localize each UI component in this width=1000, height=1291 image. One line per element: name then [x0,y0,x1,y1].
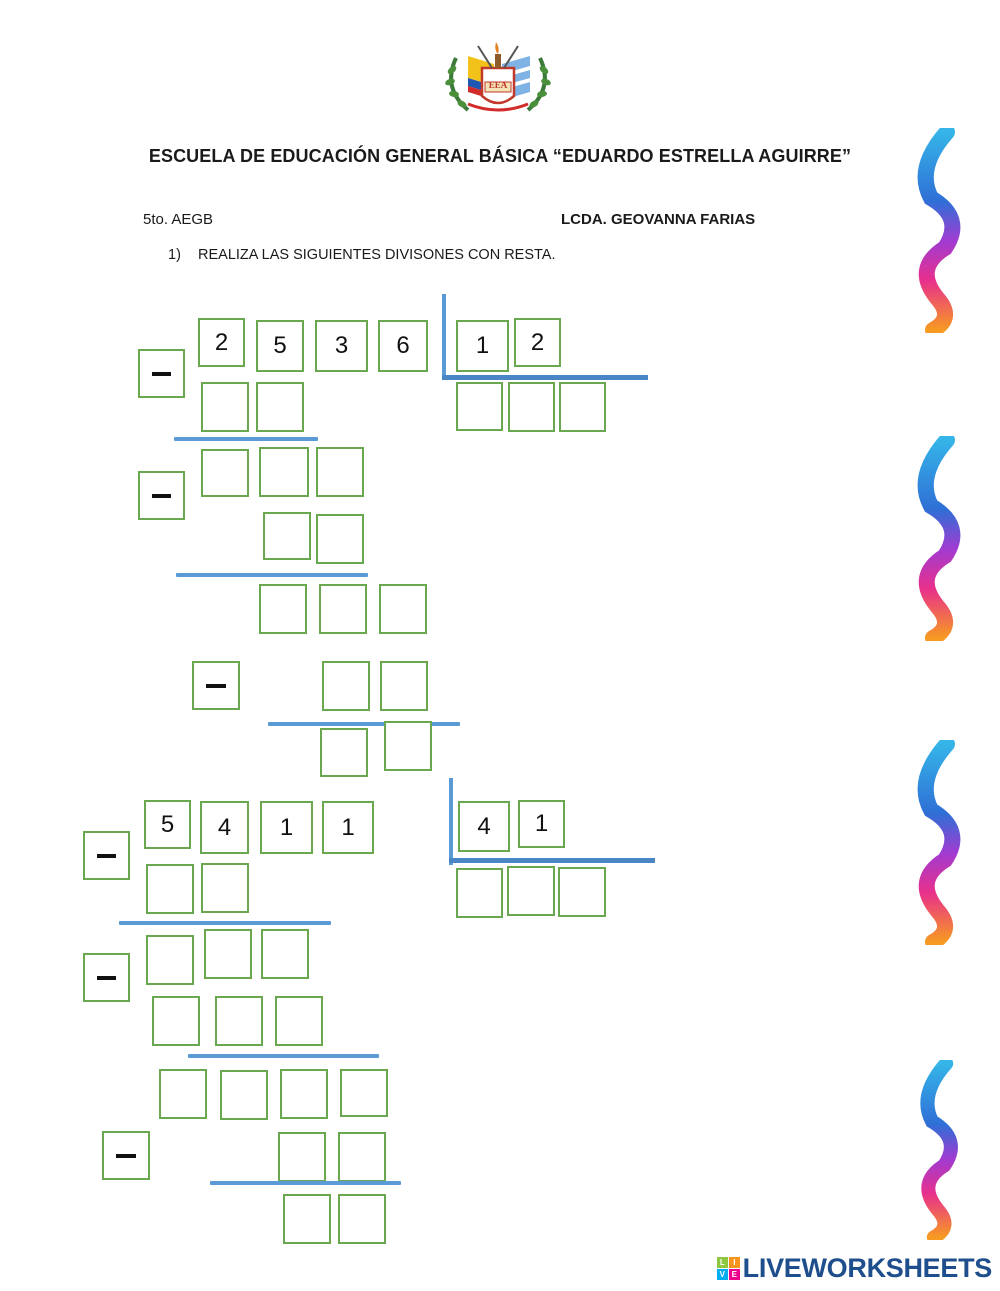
dividend-digit: 2 [198,318,245,367]
subtraction-line [174,437,318,441]
quotient-input[interactable] [559,382,606,432]
answer-input[interactable] [322,661,370,711]
division-bracket-horizontal [442,375,648,380]
minus-sign [83,831,130,880]
minus-sign [83,953,130,1002]
quotient-input[interactable] [456,868,503,918]
remainder-input[interactable] [384,721,432,771]
quotient-input[interactable] [508,382,555,432]
answer-input[interactable] [215,996,263,1046]
subtraction-line [176,573,368,577]
division-bracket-vertical [449,778,453,865]
answer-input[interactable] [261,929,309,979]
page-title: ESCUELA DE EDUCACIÓN GENERAL BÁSICA “EDUARDO ESTRELLA AGUIRRE” [148,146,852,166]
quotient-input[interactable] [507,866,555,916]
ribbon-decoration-2 [905,436,975,641]
quotient-input[interactable] [456,382,503,431]
minus-sign [102,1131,150,1180]
divisor-digit: 1 [518,800,565,848]
answer-input[interactable] [379,584,427,634]
answer-input[interactable] [380,661,428,711]
dividend-digit: 6 [378,320,428,372]
minus-sign [138,471,185,520]
answer-input[interactable] [152,996,200,1046]
remainder-input[interactable] [283,1194,331,1244]
quotient-input[interactable] [558,867,606,917]
logo-text: EEA [488,80,508,90]
division-bracket-horizontal [449,858,655,863]
answer-input[interactable] [146,935,194,985]
liveworksheets-logo [717,1253,992,1284]
answer-input[interactable] [159,1069,207,1119]
answer-input[interactable] [259,584,307,634]
divisor-digit: 1 [456,320,509,372]
answer-input[interactable] [280,1069,328,1119]
answer-input[interactable] [338,1132,386,1182]
footer-brand-text: LIVEWORKSHEETS [742,1253,992,1283]
answer-input[interactable] [340,1069,388,1117]
answer-input[interactable] [201,449,249,497]
dividend-digit: 5 [144,800,191,849]
ribbon-decoration-3 [905,740,975,945]
instruction-number: 1) [168,247,181,263]
minus-sign [138,349,185,398]
answer-input[interactable] [275,996,323,1046]
answer-input[interactable] [259,447,309,497]
instruction [168,247,556,263]
answer-input[interactable] [201,382,249,432]
answer-input[interactable] [201,863,249,913]
remainder-input[interactable] [338,1194,386,1244]
grade-label: 5to. AEGB [143,211,214,228]
remainder-input[interactable] [320,728,368,777]
minus-sign [192,661,240,710]
answer-input[interactable] [220,1070,268,1120]
ribbon-decoration-1 [905,128,975,333]
division-bracket-vertical [442,294,446,380]
dividend-digit: 3 [315,320,368,372]
subtraction-line [119,921,331,925]
answer-input[interactable] [263,512,311,560]
instruction-text: REALIZA LAS SIGUIENTES DIVISONES CON RESTA. [198,247,556,263]
dividend-digit: 1 [260,801,313,854]
subtraction-line [188,1054,379,1058]
dividend-digit: 4 [200,801,249,854]
dividend-digit: 1 [322,801,374,854]
school-logo [438,38,558,118]
divisor-digit: 2 [514,318,561,367]
answer-input[interactable] [146,864,194,914]
teacher-name: LCDA. GEOVANNA FARIAS [561,211,756,228]
answer-input[interactable] [278,1132,326,1182]
answer-input[interactable] [204,929,252,979]
answer-input[interactable] [256,382,304,432]
subtraction-line [210,1181,401,1185]
ribbon-decoration-4 [905,1060,975,1240]
divisor-digit: 4 [458,801,510,852]
answer-input[interactable] [316,447,364,497]
answer-input[interactable] [316,514,364,564]
liveworksheets-badge-icon: L I V E [717,1257,740,1280]
answer-input[interactable] [319,584,367,634]
dividend-digit: 5 [256,320,304,372]
